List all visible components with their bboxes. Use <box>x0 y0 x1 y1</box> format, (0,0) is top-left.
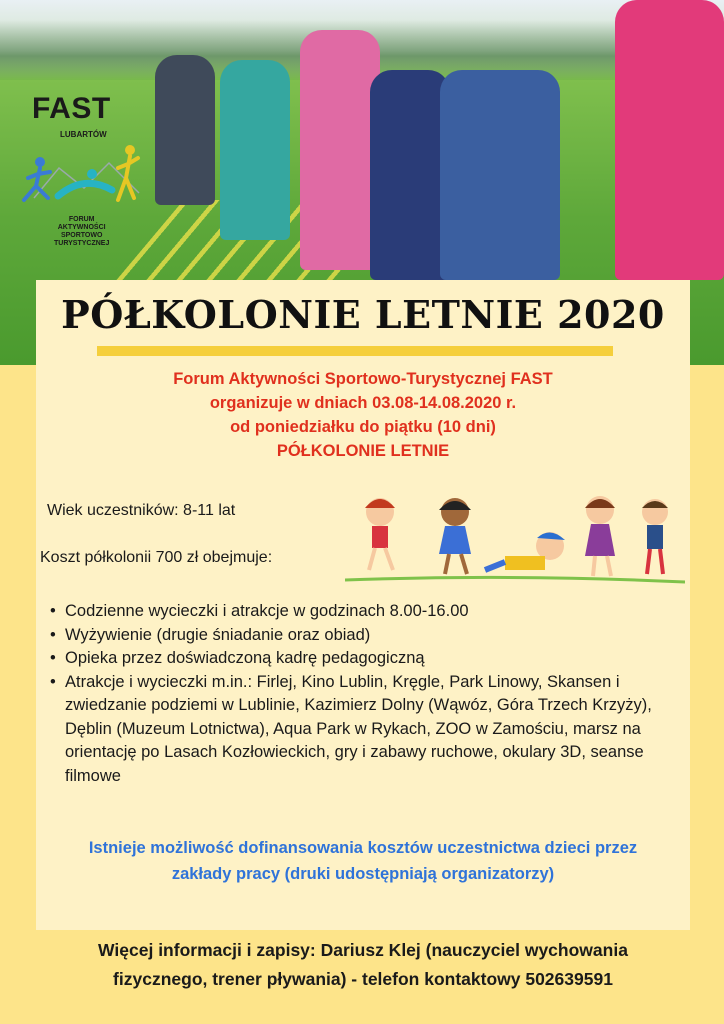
list-item: • Wyżywienie (drugie śniadanie oraz obiad) <box>50 624 690 648</box>
child-figure <box>615 0 724 280</box>
child-figure <box>370 70 450 280</box>
logo-org-line: TURYSTYCZNEJ <box>54 240 110 247</box>
funding-note <box>36 835 690 887</box>
title-underline <box>97 346 613 356</box>
contact-info <box>36 936 690 994</box>
fast-logo <box>14 92 144 262</box>
cost-info: Koszt półkolonii 700 zł obejmuje: <box>40 549 273 566</box>
cartoon-kid <box>642 499 668 574</box>
logo-org-line: FORUM <box>68 216 95 223</box>
kids-illustration <box>345 490 685 590</box>
child-figure <box>220 60 290 240</box>
intro-line: Forum Aktywności Sportowo-Turystycznej FAST <box>173 370 553 388</box>
list-item: • Atrakcje i wycieczki m.in.: Firlej, Kino Lublin, Kręgle, Park Linowy, Skansen i zwiedzanie podziemi w Lublinie, Kazimierz Dolny (Wąwóz, Góra Trzech Krzyży), Dęblin (Muzeum Lotnictwa), Aqua Park w Rykach, ZOO w Zamościu, marsz na orientację po Lasach Kozłowieckich, gry i zabawy ruchowe, okulary 3D, seanse filmowe <box>50 671 690 789</box>
includes-list <box>50 600 690 788</box>
child-figure <box>300 30 380 270</box>
page-title: PÓŁKOLONIE LETNIE 2020 <box>61 292 665 337</box>
funding-line: zakłady pracy (druki udostępniają organizatorzy) <box>171 865 555 883</box>
intro-line: PÓŁKOLONIE LETNIE <box>276 442 450 460</box>
cartoon-kid <box>485 532 565 570</box>
runners-icon <box>14 138 144 218</box>
list-item: • Opieka przez doświadczoną kadrę pedagogiczną <box>50 647 690 671</box>
child-figure <box>155 55 215 205</box>
logo-org-line: AKTYWNOŚCI <box>57 224 106 231</box>
contact-line: fizycznego, trener pływania) - telefon kontaktowy 502639591 <box>113 969 613 989</box>
contact-line: Więcej informacji i zapisy: Dariusz Klej (nauczyciel wychowania <box>98 940 628 960</box>
logo-org-line: SPORTOWO <box>60 232 103 239</box>
child-figure <box>440 70 560 280</box>
cartoon-kid <box>439 498 471 574</box>
funding-line: Istnieje możliwość dofinansowania kosztów uczestnictwa dzieci przez <box>88 839 638 857</box>
wave-border <box>0 880 724 940</box>
logo-brand: FAST <box>32 92 111 125</box>
age-info: Wiek uczestników: 8-11 lat <box>47 502 236 519</box>
cartoon-kid <box>365 498 395 570</box>
cartoon-kid <box>585 496 615 576</box>
intro-line: organizuje w dniach 03.08-14.08.2020 r. <box>209 394 517 412</box>
intro-text <box>36 367 690 463</box>
logo-org-name <box>54 216 109 248</box>
intro-line: od poniedziałku do piątku (10 dni) <box>230 418 496 436</box>
list-item: • Codzienne wycieczki i atrakcje w godzinach 8.00-16.00 <box>50 600 690 624</box>
logo-city: LUBARTÓW <box>60 130 107 139</box>
